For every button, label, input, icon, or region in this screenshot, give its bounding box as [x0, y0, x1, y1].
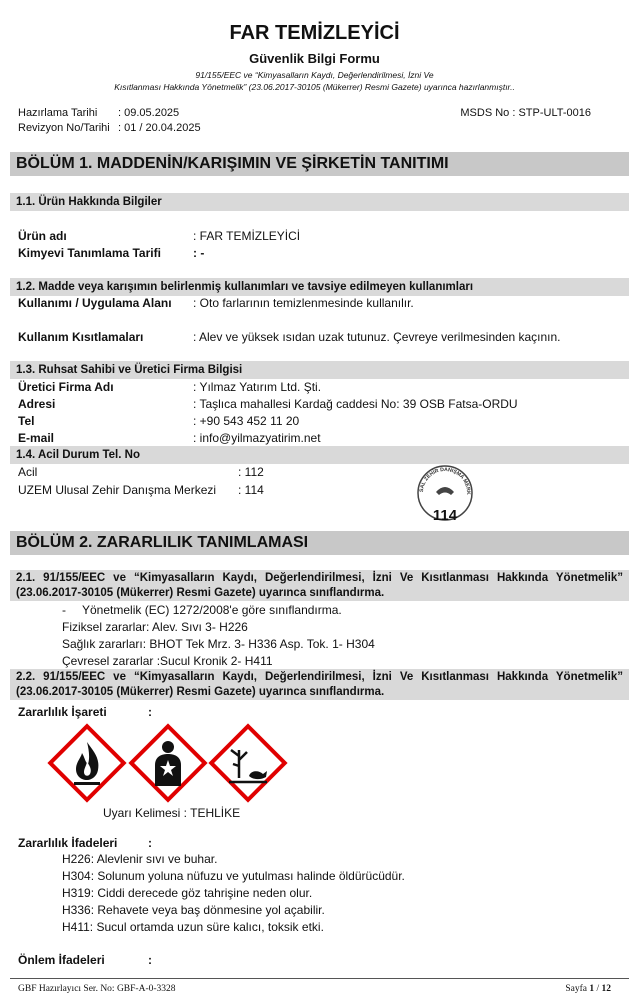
classification-bullet: Yönetmelik (EC) 1272/2008'e göre sınıflandırma. — [82, 603, 342, 617]
precaution-colon: : — [148, 953, 152, 967]
hazard-symbol-colon: : — [148, 705, 152, 719]
phone-icon — [436, 487, 454, 495]
product-name-value: : FAR TEMİZLEYİCİ — [193, 229, 301, 243]
hazard-statements-label: Zararlılık İfadeleri — [18, 836, 118, 850]
page-indicator — [565, 984, 611, 994]
document-title: FAR TEMİZLEYİCİ — [229, 22, 400, 44]
physical-hazards: Fiziksel zararlar: Alev. Sıvı 3- H226 — [62, 620, 248, 634]
section-2-2-line-1: 2.2. 91/155/EEC ve “Kimyasalların Kaydı, Değerlendirilmesi, İzni Ve Kısıtlanması Hakkında Yönetmelik” — [16, 671, 623, 683]
chemical-definition-value: : - — [193, 246, 205, 260]
tel-label: Tel — [18, 414, 35, 428]
statement-h226: H226: Alevlenir sıvı ve buhar. — [62, 852, 218, 866]
email-value: : info@yilmazyatirim.net — [193, 431, 321, 445]
restriction-value: : Alev ve yüksek ısıdan uzak tutunuz. Çevreye verilmesinden kaçının. — [193, 330, 561, 344]
company-value: : Yılmaz Yatırım Ltd. Şti. — [193, 380, 322, 394]
section-2-1-line-2: (23.06.2017-30105 (Mükerrer) Resmi Gazete) uyarınca sınıflandırma. — [16, 587, 385, 599]
section-2-heading: BÖLÜM 2. ZARARLILIK TANIMLAMASI — [10, 531, 629, 555]
poison-center-label: UZEM Ulusal Zehir Danışma Merkezi — [18, 483, 217, 497]
usage-value: : Oto farlarının temizlenmesinde kullanılır. — [193, 296, 414, 310]
company-label: Üretici Firma Adı — [18, 380, 114, 394]
revision-value: : 01 / 20.04.2025 — [118, 122, 201, 134]
bullet-dash: - — [62, 603, 66, 617]
msds-number: MSDS No : STP-ULT-0016 — [460, 107, 591, 119]
regulation-line-1: 91/155/EEC ve “Kimyasalların Kaydı, Değerlendirilmesi, İzni Ve — [195, 70, 434, 80]
section-2-1-line-1: 2.1. 91/155/EEC ve “Kimyasalların Kaydı, Değerlendirilmesi, İzni Ve Kısıtlanması Hakkında Yönetmelik” — [16, 572, 623, 584]
section-1-heading: BÖLÜM 1. MADDENİN/KARIŞIMIN VE ŞİRKETİN TANITIMI — [10, 152, 629, 176]
health-hazards: Sağlık zararları: BHOT Tek Mrz. 3- H336 Asp. Tok. 1- H304 — [62, 637, 375, 651]
hazard-statements-colon: : — [148, 836, 152, 850]
emergency-value: : 112 — [238, 465, 264, 479]
statement-h411: H411: Sucul ortamda uzun süre kalıcı, toksik etki. — [62, 920, 324, 934]
statement-h336: H336: Rehavete veya baş dönmesine yol açabilir. — [62, 903, 325, 917]
footer-serial: GBF Hazırlayıcı Ser. No: GBF-A-0-3328 — [18, 984, 176, 994]
address-label: Adresi — [18, 397, 56, 411]
flame-icon — [44, 720, 130, 806]
statement-h319: H319: Ciddi derecede göz tahrişine neden olur. — [62, 886, 313, 900]
page-separator: / — [596, 984, 600, 994]
chemical-definition-label: Kimyevi Tanımlama Tarifi — [18, 246, 161, 260]
section-2-2-heading — [10, 669, 629, 700]
prep-date-value: : 09.05.2025 — [118, 107, 180, 119]
page-prefix: Sayfa — [565, 984, 587, 994]
product-name-label: Ürün adı — [18, 229, 67, 243]
prep-date-label: Hazırlama Tarihi — [18, 107, 98, 119]
page-current: 1 — [589, 984, 595, 994]
section-2-1-heading — [10, 570, 629, 601]
page-total: 12 — [601, 984, 611, 994]
health-hazard-icon — [125, 720, 211, 806]
restriction-label: Kullanım Kısıtlamaları — [18, 330, 144, 344]
tel-value: : +90 543 452 11 20 — [193, 414, 300, 428]
section-1-2-heading: 1.2. Madde veya karışımın belirlenmiş kullanımları ve tavsiye edilmeyen kullanımları — [10, 278, 629, 296]
revision-label: Revizyon No/Tarihi — [18, 122, 110, 134]
environmental-hazards: Çevresel zararlar :Sucul Kronik 2- H411 — [62, 654, 273, 668]
emergency-label: Acil — [18, 465, 38, 479]
environment-icon — [205, 720, 291, 806]
section-1-4-heading: 1.4. Acil Durum Tel. No — [10, 446, 629, 464]
usage-label: Kullanımı / Uygulama Alanı — [18, 296, 172, 310]
hazard-symbol-label: Zararlılık İşareti — [18, 705, 107, 719]
regulation-line-2: Kısıtlanması Hakkında Yönetmelik” (23.06.2017-30105 (Mükerrer) Resmi Gazete) uyarınca hazırlanmıştır.. — [114, 82, 515, 92]
poison-center-value: : 114 — [238, 483, 264, 497]
signal-word: Uyarı Kelimesi : TEHLİKE — [103, 806, 241, 820]
footer-divider — [10, 978, 629, 979]
logo-arc-text: SAL ZEHİR DANIŞMA MERK — [418, 466, 472, 495]
section-1-3-heading: 1.3. Ruhsat Sahibi ve Üretici Firma Bilgisi — [10, 361, 629, 379]
document-subtitle: Güvenlik Bilgi Formu — [249, 51, 380, 66]
statement-h304: H304: Solunum yoluna nüfuzu ve yutulması halinde öldürücüdür. — [62, 869, 405, 883]
logo-number: 114 — [432, 507, 458, 524]
poison-center-logo — [414, 462, 476, 526]
section-2-2-line-2: (23.06.2017-30105 (Mükerrer) Resmi Gazete) uyarınca sınıflandırma. — [16, 686, 385, 698]
address-value: : Taşlıca mahallesi Kardağ caddesi No: 39 OSB Fatsa-ORDU — [193, 397, 518, 411]
precaution-label: Önlem İfadeleri — [18, 953, 105, 967]
email-label: E-mail — [18, 431, 55, 445]
section-1-1-heading: 1.1. Ürün Hakkında Bilgiler — [10, 193, 629, 211]
